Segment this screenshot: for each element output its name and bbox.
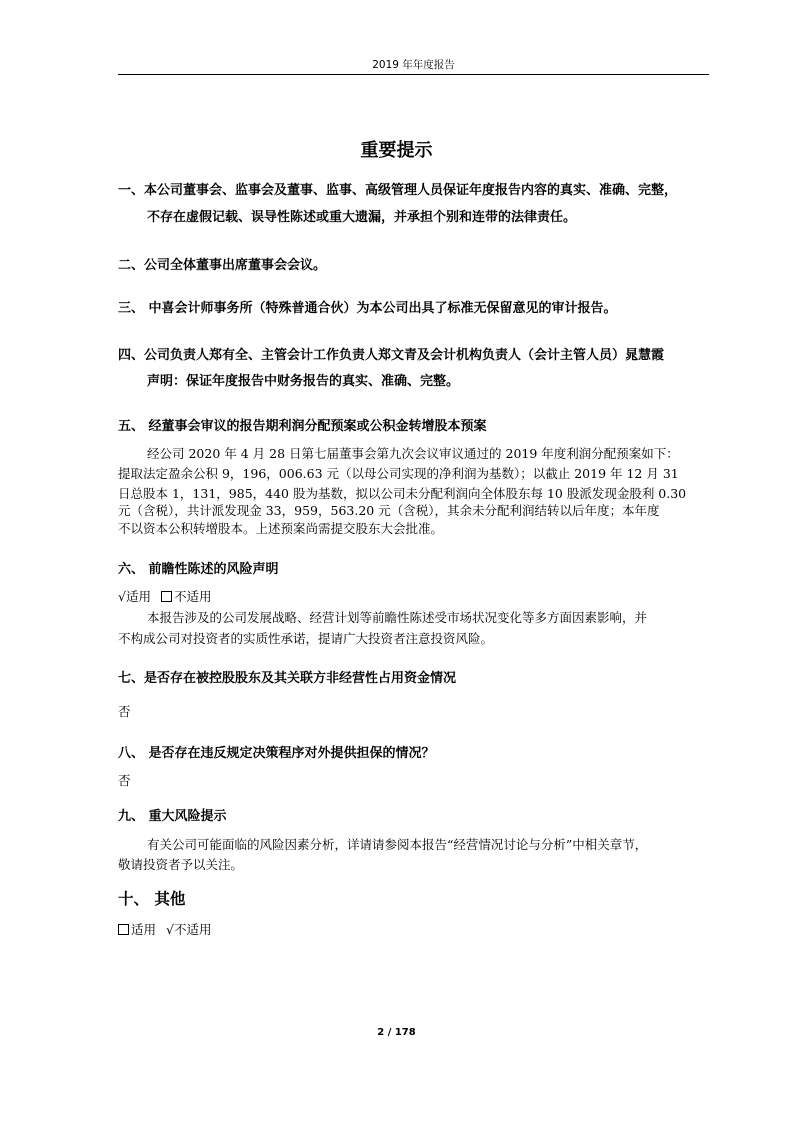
applicable-label: 适用 <box>131 922 157 937</box>
section-10-heading: 十、 其他 <box>118 890 186 908</box>
not-applicable-checked-label: √不适用 <box>166 922 212 937</box>
section-4-line-1: 四、公司负责人郑有全、主管会计工作负责人郑文青及会计机构负责人（会计主管人员）晁慧霞 <box>118 348 665 363</box>
not-applicable-label: 不适用 <box>173 589 212 604</box>
section-1-line-1: 一、本公司董事会、监事会及董事、监事、高级管理人员保证年度报告内容的真实、准确、完整， <box>118 183 678 198</box>
section-5-paragraph-line-1: 经公司 2020 年 4 月 28 日第七届董事会第九次会议审议通过的 2019 年度利润分配预案如下： <box>147 446 679 461</box>
page-title: 重要提示 <box>360 140 433 161</box>
section-6-paragraph-line-2: 不构成公司对投资者的实质性承诺，提请广大投资者注意投资风险。 <box>118 631 494 646</box>
section-8-answer: 否 <box>118 773 131 788</box>
section-5-paragraph-line-5: 不以资本公积转增股本。上述预案尚需提交股东大会批准。 <box>118 521 444 536</box>
section-2: 二、公司全体董事出席董事会会议。 <box>118 258 327 273</box>
section-5-paragraph-line-3: 日总股本 1，131，985，440 股为基数，拟以公司未分配利润向全体股东每 10 股派发现金股利 0.30 <box>118 486 687 501</box>
section-6-paragraph-line-1: 本报告涉及的公司发展战略、经营计划等前瞻性陈述受市场状况变化等多方面因素影响，并 <box>147 610 648 625</box>
section-8-heading: 八、 是否存在违反规定决策程序对外提供担保的情况？ <box>118 746 435 761</box>
section-4-line-2: 声明：保证年度报告中财务报告的真实、准确、完整。 <box>147 374 460 389</box>
page-header: 2019 年年度报告 <box>372 59 455 71</box>
section-5-paragraph-line-2: 提取法定盈余公积 9，196，006.63 元（以母公司实现的净利润为基数）；以截止 2019 年 12 月 31 <box>118 466 679 481</box>
section-10-checkboxes <box>118 921 211 939</box>
section-9-paragraph-line-1: 有关公司可能面临的风险因素分析，详请请参阅本报告“经营情况讨论与分析”中相关章节， <box>147 837 648 852</box>
section-5-heading: 五、 经董事会审议的报告期利润分配预案或公积金转增股本预案 <box>118 419 487 434</box>
applicable-checked-label: √适用 <box>118 589 151 604</box>
empty-checkbox-icon <box>161 591 172 602</box>
section-3: 三、 中喜会计师事务所（特殊普通合伙）为本公司出具了标准无保留意见的审计报告。 <box>118 301 617 316</box>
section-1-line-2: 不存在虚假记载、误导性陈述或重大遗漏，并承担个别和连带的法律责任。 <box>147 210 577 225</box>
header-divider <box>118 74 709 75</box>
section-7-heading: 七、是否存在被控股股东及其关联方非经营性占用资金情况 <box>118 671 457 686</box>
empty-checkbox-icon <box>118 924 129 935</box>
page-number: 2 / 178 <box>377 1027 416 1038</box>
section-5-paragraph-line-4: 元（含税），共计派发现金 33，959，563.20 元（含税），其余未分配利润结转以后年度；本年度 <box>118 503 660 518</box>
section-9-paragraph-line-2: 敬请投资者予以关注。 <box>118 857 244 872</box>
section-9-heading: 九、 重大风险提示 <box>118 809 227 824</box>
section-6-checkboxes <box>118 588 211 606</box>
section-7-answer: 否 <box>118 704 131 719</box>
section-6-heading: 六、 前瞻性陈述的风险声明 <box>118 562 279 577</box>
